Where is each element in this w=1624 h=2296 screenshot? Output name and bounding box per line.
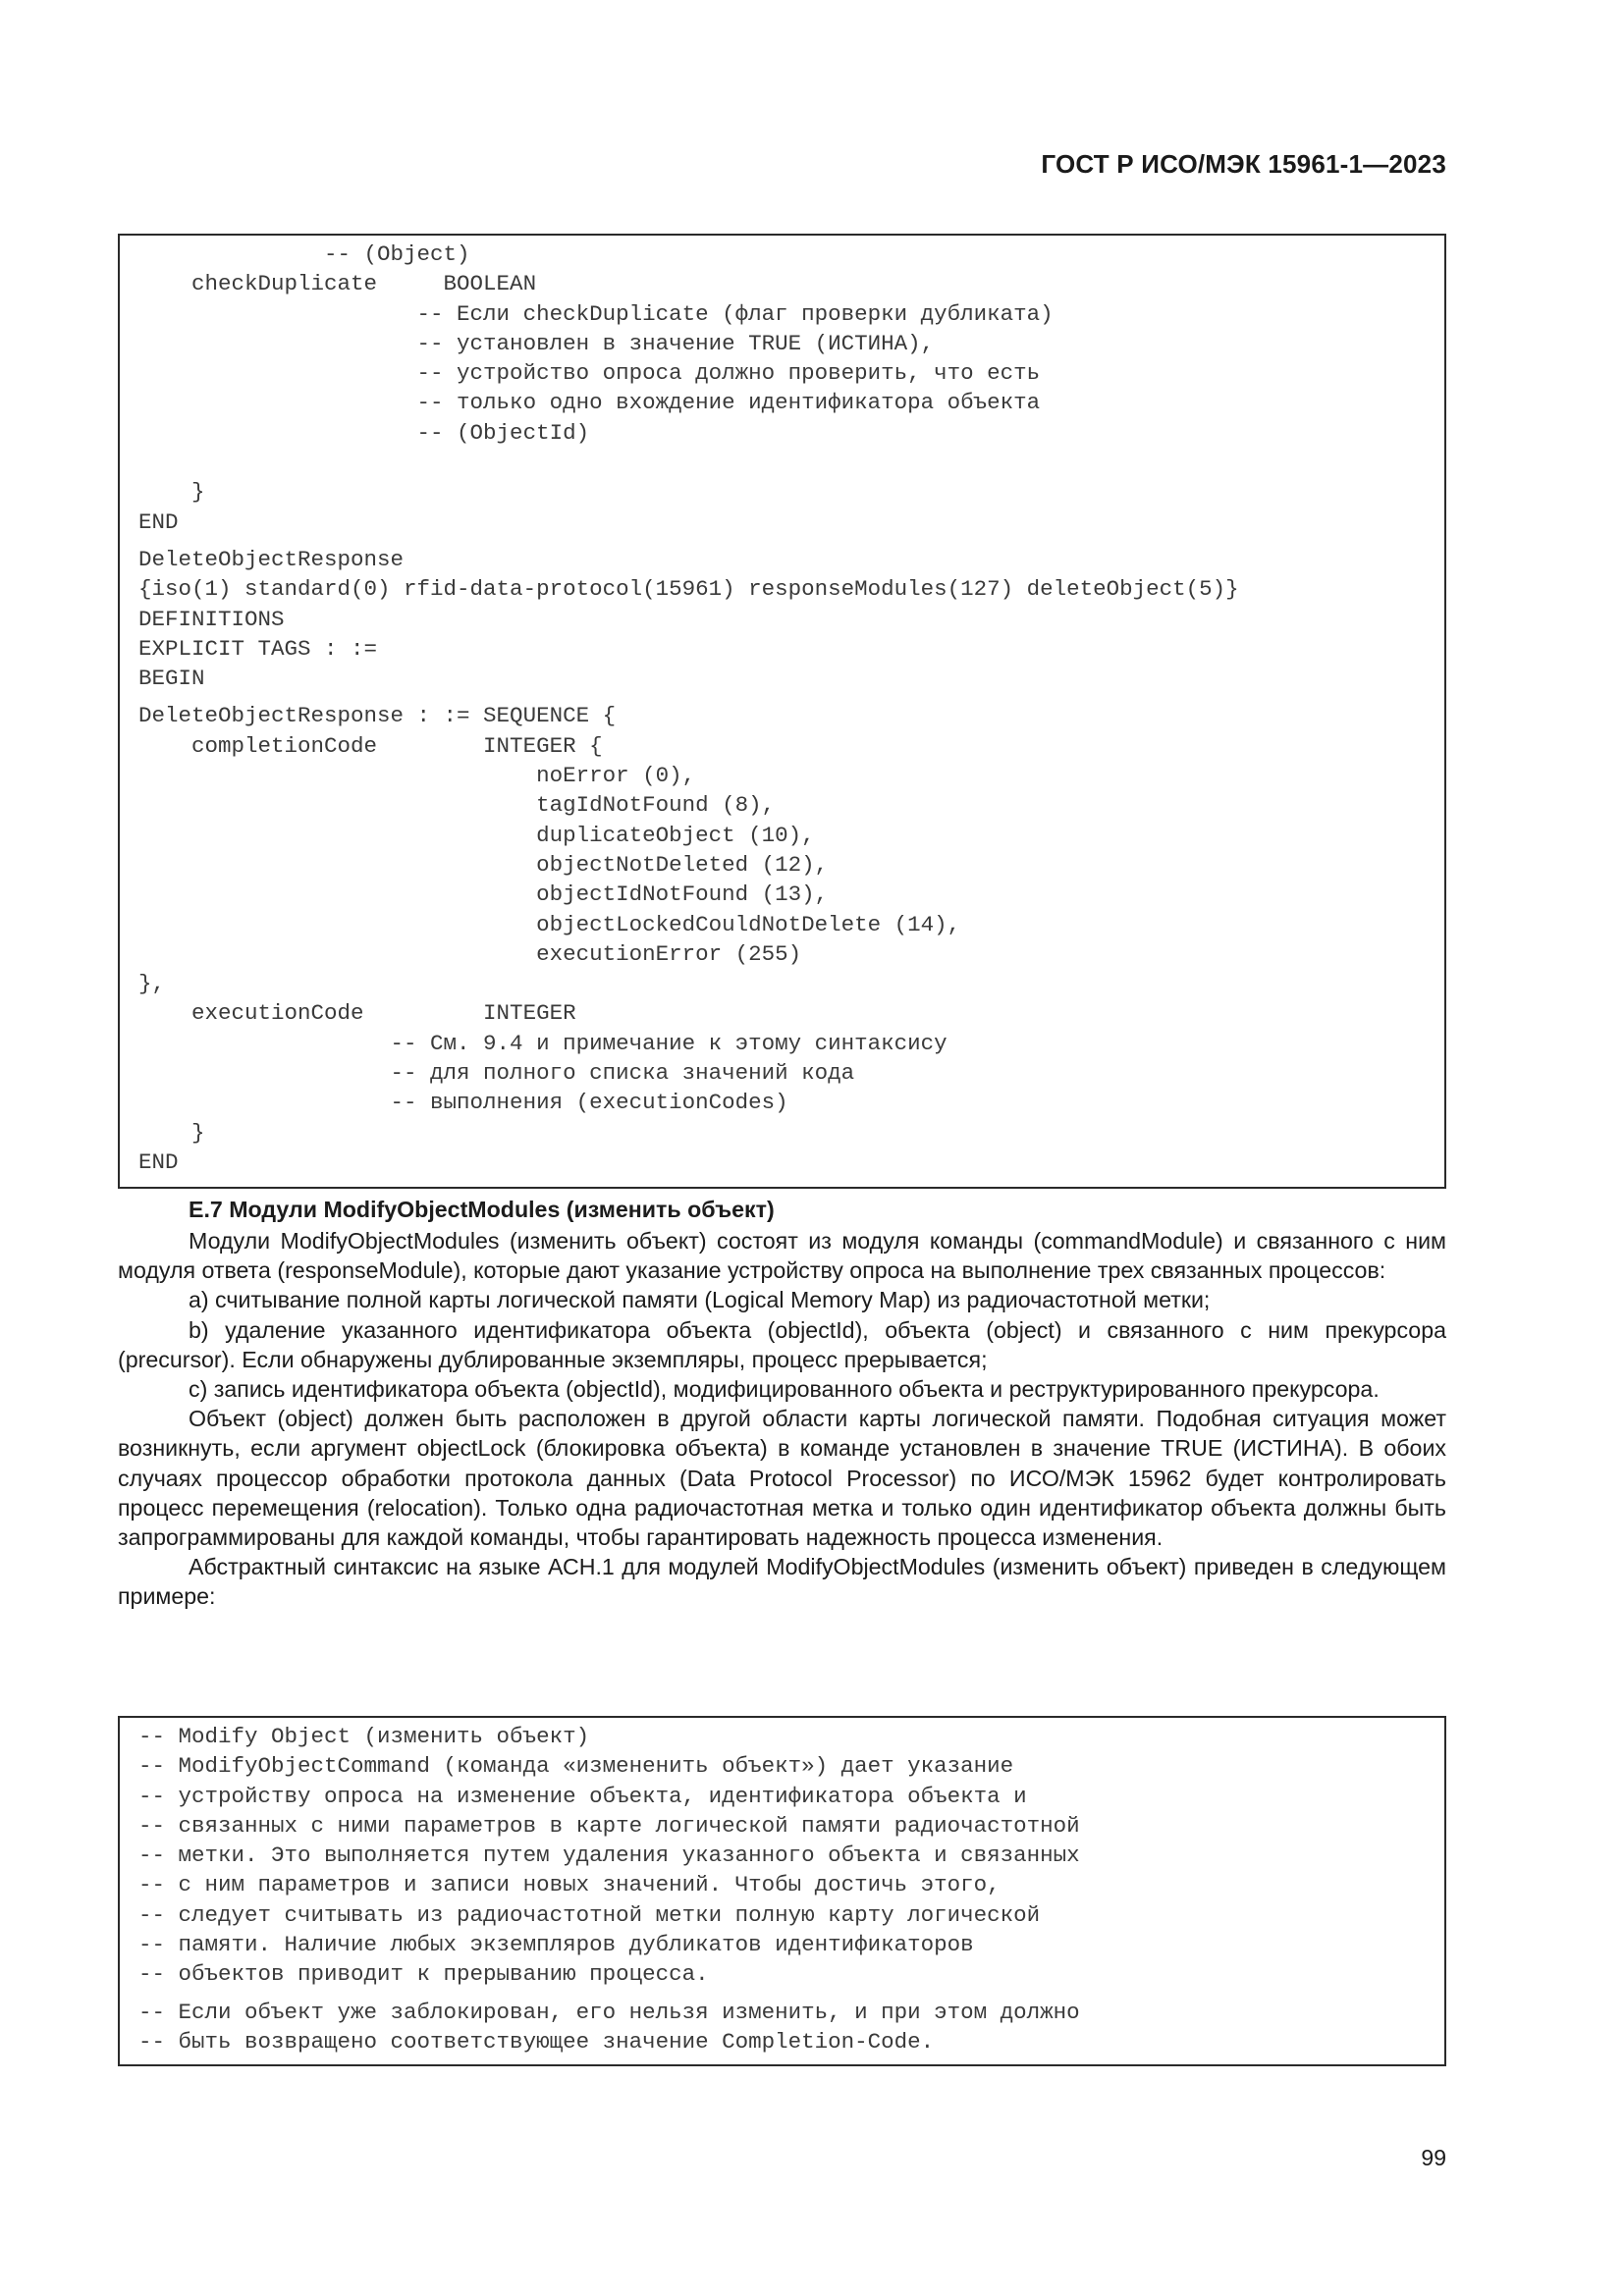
- code-line: [138, 448, 1444, 477]
- code-line: objectNotDeleted (12),: [138, 851, 829, 878]
- syntax-intro-paragraph: Абстрактный синтаксис на языке АСН.1 для модулей ModifyObjectModules (изменить объект) приведен в следующем примере:: [118, 1554, 1446, 1610]
- asn1-code-block-delete-object-response: [118, 234, 1446, 1189]
- code-line: -- устройству опроса на изменение объекта, идентификатора объекта и: [138, 1783, 1027, 1809]
- code-line: noError (0),: [138, 763, 696, 789]
- code-line: -- памяти. Наличие любых экземпляров дубликатов идентификаторов: [138, 1932, 974, 1958]
- code-line: }: [138, 479, 205, 506]
- code-line: {iso(1) standard(0) rfid-data-protocol(15961) responseModules(127) deleteObject(5)}: [138, 576, 1239, 603]
- code-line: BEGIN: [138, 666, 205, 692]
- code-line: objectIdNotFound (13),: [138, 881, 829, 908]
- code-line: -- Modify Object (изменить объект): [138, 1724, 590, 1749]
- list-item-c: c) запись идентификатора объекта (objectId), модифицированного объекта и реструктурированного прекурсора.: [189, 1376, 1380, 1403]
- section-heading: Е.7 Модули ModifyObjectModules (изменить объект): [189, 1197, 775, 1222]
- code-line: EXPLICIT TAGS : :=: [138, 635, 378, 662]
- code-line: END: [138, 508, 179, 535]
- page-number: 99: [1421, 2145, 1446, 2170]
- code-line: executionCode INTEGER: [138, 1000, 576, 1027]
- section-e7: [118, 1194, 1446, 1612]
- code-line: -- (ObjectId): [138, 419, 590, 446]
- code-line: -- быть возвращено соответствующее значение Completion-Code.: [138, 2028, 935, 2055]
- code-line: -- ModifyObjectCommand (команда «измененить объект») дает указание: [138, 1753, 1014, 1780]
- code-line: -- Если checkDuplicate (флаг проверки дубликата): [138, 300, 1054, 327]
- code-line: -- только одно вхождение идентификатора объекта: [138, 390, 1041, 416]
- code-line: -- с ним параметров и записи новых значений. Чтобы достичь этого,: [138, 1872, 1001, 1898]
- code-line: duplicateObject (10),: [138, 822, 815, 848]
- code-spacer: [138, 693, 1444, 701]
- intro-paragraph: Модули ModifyObjectModules (изменить объект) состоят из модуля команды (commandModule) и связанного с ним модуля ответа (responseModule), которые дают указание устройству опроса на выполнение трех связанных процессов:: [118, 1228, 1446, 1284]
- code-line: DeleteObjectResponse: [138, 546, 405, 572]
- object-relocation-paragraph: Объект (object) должен быть расположен в другой области карты логической памяти. Подобная ситуация может возникнуть, если аргумент objectLock (блокировка объекта) в команде установлен в значение TRUE (ИСТИНА). В обоих случаях процессор обработки протокола данных (Data Protocol Processor) по ИСО/МЭК 15962 будет контролировать процесс перемещения (relocation). Только одна радиочастотная метка и только один идентификатор объекта должны быть запрограммированы для каждой команды, чтобы гарантировать надежность процесса изменения.: [118, 1406, 1446, 1551]
- code-line: -- выполнения (executionCodes): [138, 1090, 788, 1116]
- code-line: objectLockedCouldNotDelete (14),: [138, 911, 961, 937]
- code-line: },: [138, 971, 166, 997]
- code-line: completionCode INTEGER {: [138, 732, 603, 759]
- document-header: [118, 149, 1446, 180]
- standard-id: ГОСТ Р ИСО/МЭК 15961-1—2023: [1041, 149, 1446, 179]
- list-item-b: b) удаление указанного идентификатора объекта (objectId), объекта (object) и связанного с ним прекурсора (precursor). Если обнаружены дублированные экземпляры, процесс прерывается;: [118, 1316, 1446, 1372]
- code-line: -- для полного списка значений кода: [138, 1060, 855, 1087]
- code-line: tagIdNotFound (8),: [138, 792, 776, 819]
- code-line: -- связанных с ними параметров в карте логической памяти радиочастотной: [138, 1812, 1080, 1839]
- code-line: DEFINITIONS: [138, 606, 285, 632]
- code-line: -- метки. Это выполняется путем удаления указанного объекта и связанных: [138, 1842, 1080, 1869]
- code-line: END: [138, 1148, 179, 1175]
- code-line: -- объектов приводит к прерыванию процесса.: [138, 1961, 709, 1988]
- code-line: executionError (255): [138, 940, 802, 967]
- code-line: -- Если объект уже заблокирован, его нельзя изменить, и при этом должно: [138, 1999, 1080, 2025]
- code-spacer: [138, 1990, 1444, 1998]
- code-line: -- (Object): [138, 241, 470, 267]
- code-line: -- устройство опроса должно проверить, что есть: [138, 360, 1041, 387]
- code-line: }: [138, 1119, 205, 1146]
- list-item-a: a) считывание полной карты логической памяти (Logical Memory Map) из радиочастотной метки;: [189, 1287, 1211, 1313]
- code-line: -- См. 9.4 и примечание к этому синтаксису: [138, 1030, 947, 1056]
- asn1-code-block-modify-object-comments: [118, 1716, 1446, 2066]
- code-spacer: [138, 537, 1444, 545]
- code-line: DeleteObjectResponse : := SEQUENCE {: [138, 703, 617, 729]
- code-line: -- следует считывать из радиочастотной метки полную карту логической: [138, 1901, 1041, 1928]
- code-line: -- установлен в значение TRUE (ИСТИНА),: [138, 330, 935, 356]
- code-line: checkDuplicate BOOLEAN: [138, 271, 537, 297]
